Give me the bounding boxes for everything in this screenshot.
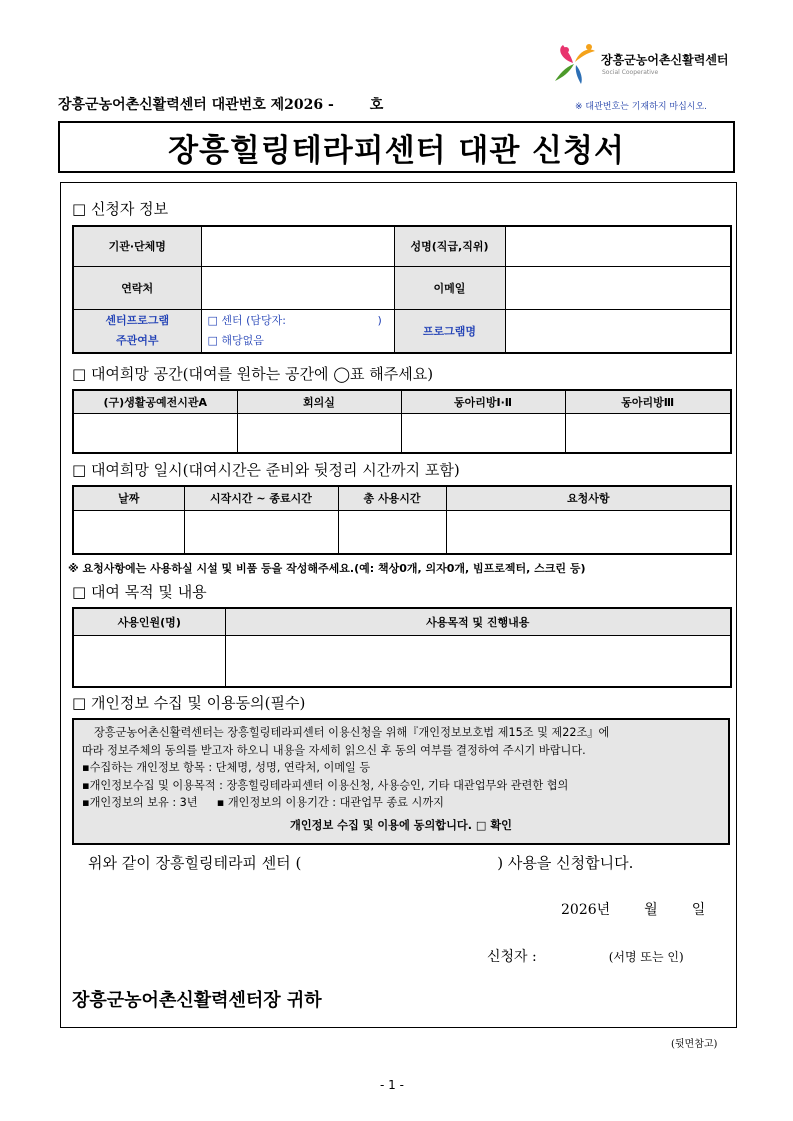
option-none[interactable]: □ 해당없음 <box>207 333 264 347</box>
program-name-label: 프로그램명 <box>394 309 505 353</box>
center-program-label-line2: 주관여부 <box>115 333 159 347</box>
section-heading-space: □ 대여희망 공간(대여를 원하는 공간에 ◯표 해주세요) <box>72 365 434 383</box>
logo-mark-icon <box>553 41 597 85</box>
datetime-header-total-hours: 총 사용시간 <box>338 486 446 510</box>
org-name-field[interactable] <box>201 226 394 266</box>
request-prefix: 위와 같이 장흥힐링테라피 센터 ( <box>88 854 302 872</box>
reference-number-line <box>58 94 383 114</box>
time-range-field[interactable] <box>184 510 338 554</box>
purpose-header-headcount: 사용인원(명) <box>73 608 225 635</box>
datetime-header-requests: 요청사항 <box>446 486 731 510</box>
privacy-text-line4: ▪개인정보수집 및 이용목적 : 장흥힐링테라피센터 이용신청, 사용승인, 기타 대관업무와 관련한 협의 <box>82 778 569 792</box>
title-box <box>58 121 735 173</box>
page-title: 장흥힐링테라피센터 대관 신청서 <box>168 132 625 169</box>
space-select-club-room-3[interactable] <box>565 413 731 453</box>
space-header-meeting-room: 회의실 <box>237 390 401 413</box>
org-logo <box>553 41 743 85</box>
datetime-table <box>72 485 732 555</box>
section-heading-datetime: □ 대여희망 일시(대여시간은 준비와 뒷정리 시간까지 포함) <box>72 461 460 479</box>
page-number: - 1 - <box>380 1078 404 1092</box>
requests-field[interactable] <box>446 510 731 554</box>
request-statement <box>88 852 633 873</box>
privacy-text-line3: ▪수집하는 개인정보 항목 : 단체명, 성명, 연락처, 이메일 등 <box>82 761 371 774</box>
space-select-craft-hall[interactable] <box>73 413 237 453</box>
headcount-field[interactable] <box>73 635 225 687</box>
purpose-table <box>72 607 732 688</box>
contact-label: 연락처 <box>73 266 201 309</box>
request-suffix: ) 사용을 신청합니다. <box>497 854 634 872</box>
applicant-name-field[interactable] <box>505 226 731 266</box>
purpose-header-description: 사용목적 및 진행내용 <box>225 608 731 635</box>
applicant-label: 신청자 : <box>487 949 537 965</box>
center-program-options <box>201 309 394 353</box>
center-program-label-line1: 센터프로그램 <box>105 313 170 327</box>
privacy-text-line5 <box>82 794 720 812</box>
reference-prefix: 장흥군농어촌신활력센터 대관번호 제2026 - <box>58 97 334 113</box>
privacy-consent-checkbox[interactable]: 개인정보 수집 및 이용에 동의합니다. □ 확인 <box>290 818 512 832</box>
date-day: 일 <box>691 902 706 918</box>
space-header-club-room-3: 동아리방Ⅲ <box>565 390 731 413</box>
datetime-header-date: 날짜 <box>73 486 184 510</box>
option-center-label: □ 센터 (담당자: <box>207 313 287 327</box>
reference-suffix: 호 <box>369 97 384 113</box>
program-name-field[interactable] <box>505 309 731 353</box>
space-header-club-room-1-2: 동아리방Ⅰ·Ⅱ <box>401 390 565 413</box>
privacy-text-line2: 따라 정보주체의 동의를 받고자 하오니 내용을 자세히 읽으신 후 동의 여부를 결정하여 주시기 바랍니다. <box>82 743 586 757</box>
space-header-craft-hall: (구)생활공예전시관A <box>73 390 237 413</box>
section-heading-purpose: □ 대여 목적 및 내용 <box>72 583 207 601</box>
date-year: 2026년 <box>561 902 611 918</box>
email-field[interactable] <box>505 266 731 309</box>
addressee: 장흥군농어촌신활력센터장 귀하 <box>72 990 322 1011</box>
applicant-signature-line <box>487 946 684 966</box>
datetime-header-time-range: 시작시간 ~ 종료시간 <box>184 486 338 510</box>
date-month: 월 <box>644 902 658 918</box>
reference-note: ※ 대관번호는 기재하지 마십시오. <box>575 102 708 112</box>
privacy-retention: ▪개인정보의 보유 : 3년 <box>82 796 198 809</box>
total-hours-field[interactable] <box>338 510 446 554</box>
option-center[interactable] <box>208 311 390 331</box>
space-select-club-room-1-2[interactable] <box>401 413 565 453</box>
signature-label: (서명 또는 인) <box>608 950 684 964</box>
section-heading-privacy: □ 개인정보 수집 및 이용동의(필수) <box>72 694 306 712</box>
privacy-consent-box <box>72 718 730 845</box>
email-label: 이메일 <box>394 266 505 309</box>
space-select-meeting-room[interactable] <box>237 413 401 453</box>
logo-org-name: 장흥군농어촌신활력센터 <box>601 53 729 67</box>
contact-field[interactable] <box>201 266 394 309</box>
option-center-close: ) <box>377 313 382 327</box>
applicant-name-label: 성명(직급,직위) <box>394 226 505 266</box>
requests-note: ※ 요청사항에는 사용하실 시설 및 비품 등을 작성해주세요.(예: 책상0개, 의자0개, 빔프로젝터, 스크린 등) <box>68 562 586 575</box>
logo-org-subtitle: Social Cooperative <box>602 69 659 76</box>
center-program-label <box>73 309 201 353</box>
application-date <box>561 899 705 919</box>
section-heading-applicant: □ 신청자 정보 <box>72 200 169 218</box>
purpose-description-field[interactable] <box>225 635 731 687</box>
back-page-note: (뒷면참고) <box>671 1039 718 1050</box>
applicant-table <box>72 225 732 354</box>
space-table <box>72 389 732 454</box>
privacy-text-line1: 장흥군농어촌신활력센터는 장흥힐링테라피센터 이용신청을 위해『개인정보보호법 제15조 및 제22조』에 <box>94 726 610 739</box>
org-name-label: 기관·단체명 <box>73 226 201 266</box>
date-field[interactable] <box>73 510 184 554</box>
privacy-usage-period: ▪ 개인정보의 이용기간 : 대관업무 종료 시까지 <box>216 796 444 809</box>
